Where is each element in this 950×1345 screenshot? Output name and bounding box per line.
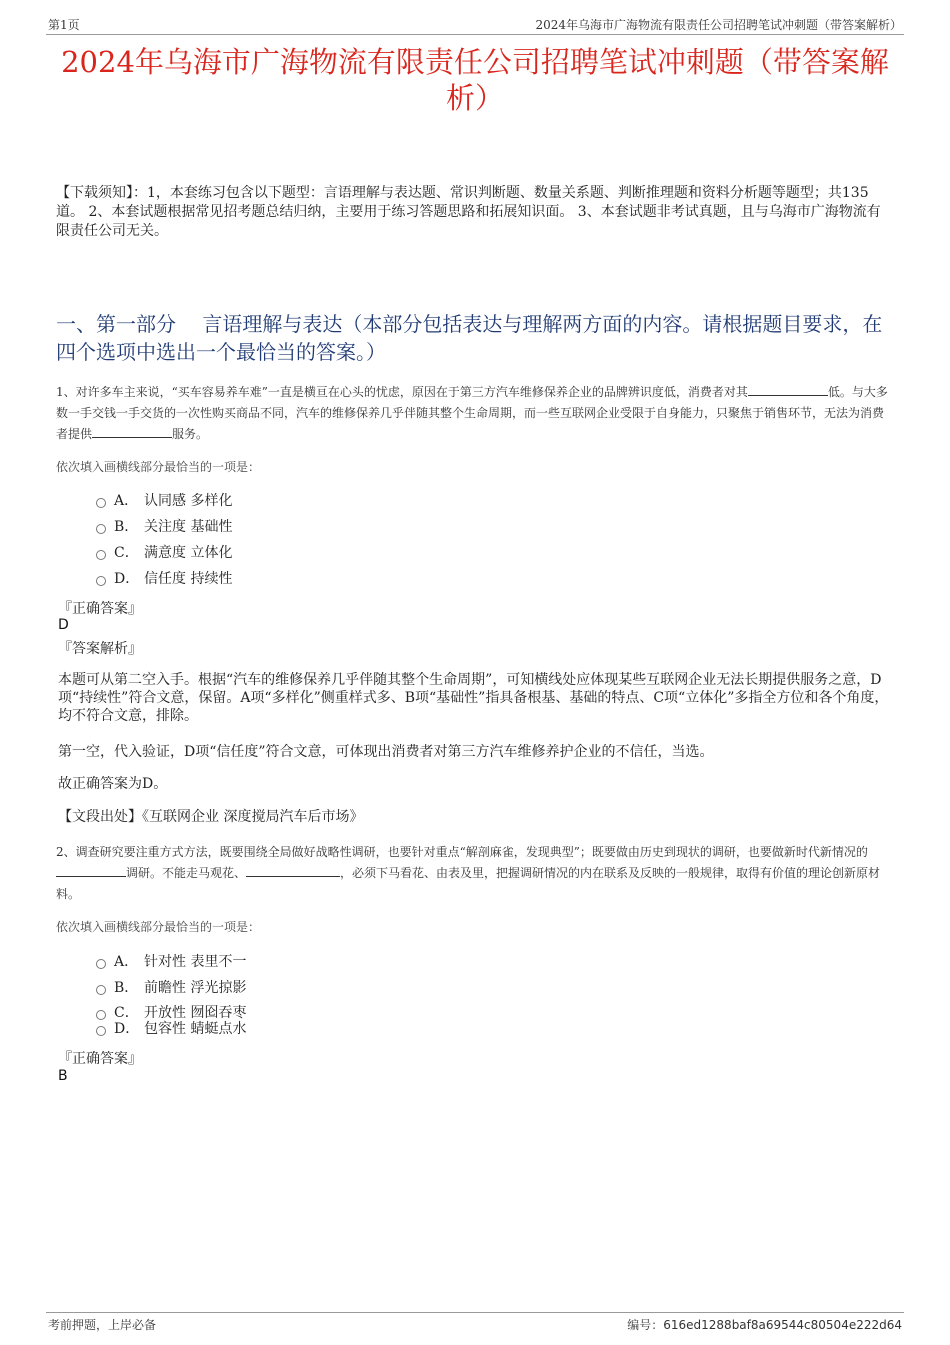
- correct-answer: B: [58, 1068, 68, 1084]
- question-2-option-d[interactable]: D． 包容性 蜻蜓点水: [96, 1019, 246, 1039]
- analysis-paragraph: 第一空，代入验证，D项“信任度”符合文意，可体现出消费者对第三方汽车维修养护企业的不信任，当选。: [58, 744, 714, 760]
- answer-label: 『正确答案』: [58, 601, 142, 617]
- question-2-text: 2、调查研究要注重方式方法，既要围绕全局做好战略性调研，也要针对重点“解剖麻雀，发现典型”；既要做由历史到现状的调研，也要做新时代新情况的调研。不能走马观花、 ，必须下马看花、由表及里，把握调研情况的内在联系及反映的一般规律，取得有价值的理论创新原材料。: [56, 845, 881, 901]
- question-1-option-d[interactable]: D． 信任度 持续性: [96, 569, 232, 589]
- fill-blank: [748, 383, 828, 396]
- question-2-prompt: 依次填入画横线部分最恰当的一项是：: [56, 920, 261, 934]
- fill-blank: [92, 425, 172, 438]
- correct-answer: D: [58, 617, 69, 633]
- question-1-text: 1、对许多车主来说，“买车容易养车难”一直是横亘在心头的忧虑，原因在于第三方汽车维修保养企业的品牌辨识度低，消费者对其 低。与大多数一手交钱一手交货的一次性购买商品不同，汽车的维修保养几乎伴随其整个生命周期，而一些互联网企业受限于自身能力，只聚焦于销售环节，无法为消费者提供 服务。: [56, 385, 888, 441]
- radio-icon[interactable]: [96, 576, 106, 586]
- analysis-conclusion: 故正确答案为D。: [58, 776, 168, 792]
- question-2-option-a[interactable]: A． 针对性 表里不一: [96, 952, 246, 972]
- radio-icon[interactable]: [96, 1026, 106, 1036]
- footer-slogan: 考前押题，上岸必备: [48, 1318, 157, 1332]
- document-code: 编号：616ed1288baf8a69544c80504e222d64: [627, 1318, 902, 1332]
- question-1-option-b[interactable]: B． 关注度 基础性: [96, 517, 232, 537]
- fill-blank: [56, 864, 126, 877]
- source-citation: 【文段出处】《互联网企业 深度搅局汽车后市场》: [58, 809, 364, 825]
- page-number: 第1页: [48, 18, 80, 32]
- question-2-option-c[interactable]: C． 开放性 囫囵吞枣: [96, 1003, 246, 1023]
- question-2-option-b[interactable]: B． 前瞻性 浮光掠影: [96, 978, 246, 998]
- question-1-prompt: 依次填入画横线部分最恰当的一项是：: [56, 460, 261, 474]
- radio-icon[interactable]: [96, 985, 106, 995]
- section-heading: 一、第一部分 言语理解与表达（本部分包括表达与理解两方面的内容。请根据题目要求，在四个选项中选出一个最恰当的答案。）: [56, 312, 883, 364]
- page-header: [46, 14, 904, 35]
- header-doc-title: 2024年乌海市广海物流有限责任公司招聘笔试冲刺题（带答案解析）: [535, 18, 902, 32]
- radio-icon[interactable]: [96, 524, 106, 534]
- answer-label: 『正确答案』: [58, 1051, 142, 1067]
- analysis-label: 『答案解析』: [58, 641, 142, 657]
- analysis-paragraph: 本题可从第二空入手。根据“汽车的维修保养几乎伴随其整个生命周期”，可知横线处应体现某些互联网企业无法长期提供服务之意，D项“持续性”符合文意，保留。A项“多样化”侧重样式多、B项“基础性”指具备根基、基础的特点、C项“立体化”多指全方位和各个角度，均不符合文意，排除。: [58, 672, 889, 724]
- question-1-option-c[interactable]: C． 满意度 立体化: [96, 543, 232, 563]
- radio-icon[interactable]: [96, 550, 106, 560]
- page-title: 2024年乌海市广海物流有限责任公司招聘笔试冲刺题（带答案解析）: [61, 45, 889, 115]
- radio-icon[interactable]: [96, 498, 106, 508]
- page-footer: [46, 1312, 904, 1335]
- question-1-option-a[interactable]: A． 认同感 多样化: [96, 491, 232, 511]
- fill-blank: [246, 864, 340, 877]
- download-notice: 【下载须知】：1，本套练习包含以下题型：言语理解与表达题、常识判断题、数量关系题、判断推理题和资料分析题等题型；共135道。 2、本套试题根据常见招考题总结归纳，主要用于练习答题思路和拓展知识面。 3、本套试题非考试真题，且与乌海市广海物流有限责任公司无关。: [56, 185, 881, 239]
- radio-icon[interactable]: [96, 959, 106, 969]
